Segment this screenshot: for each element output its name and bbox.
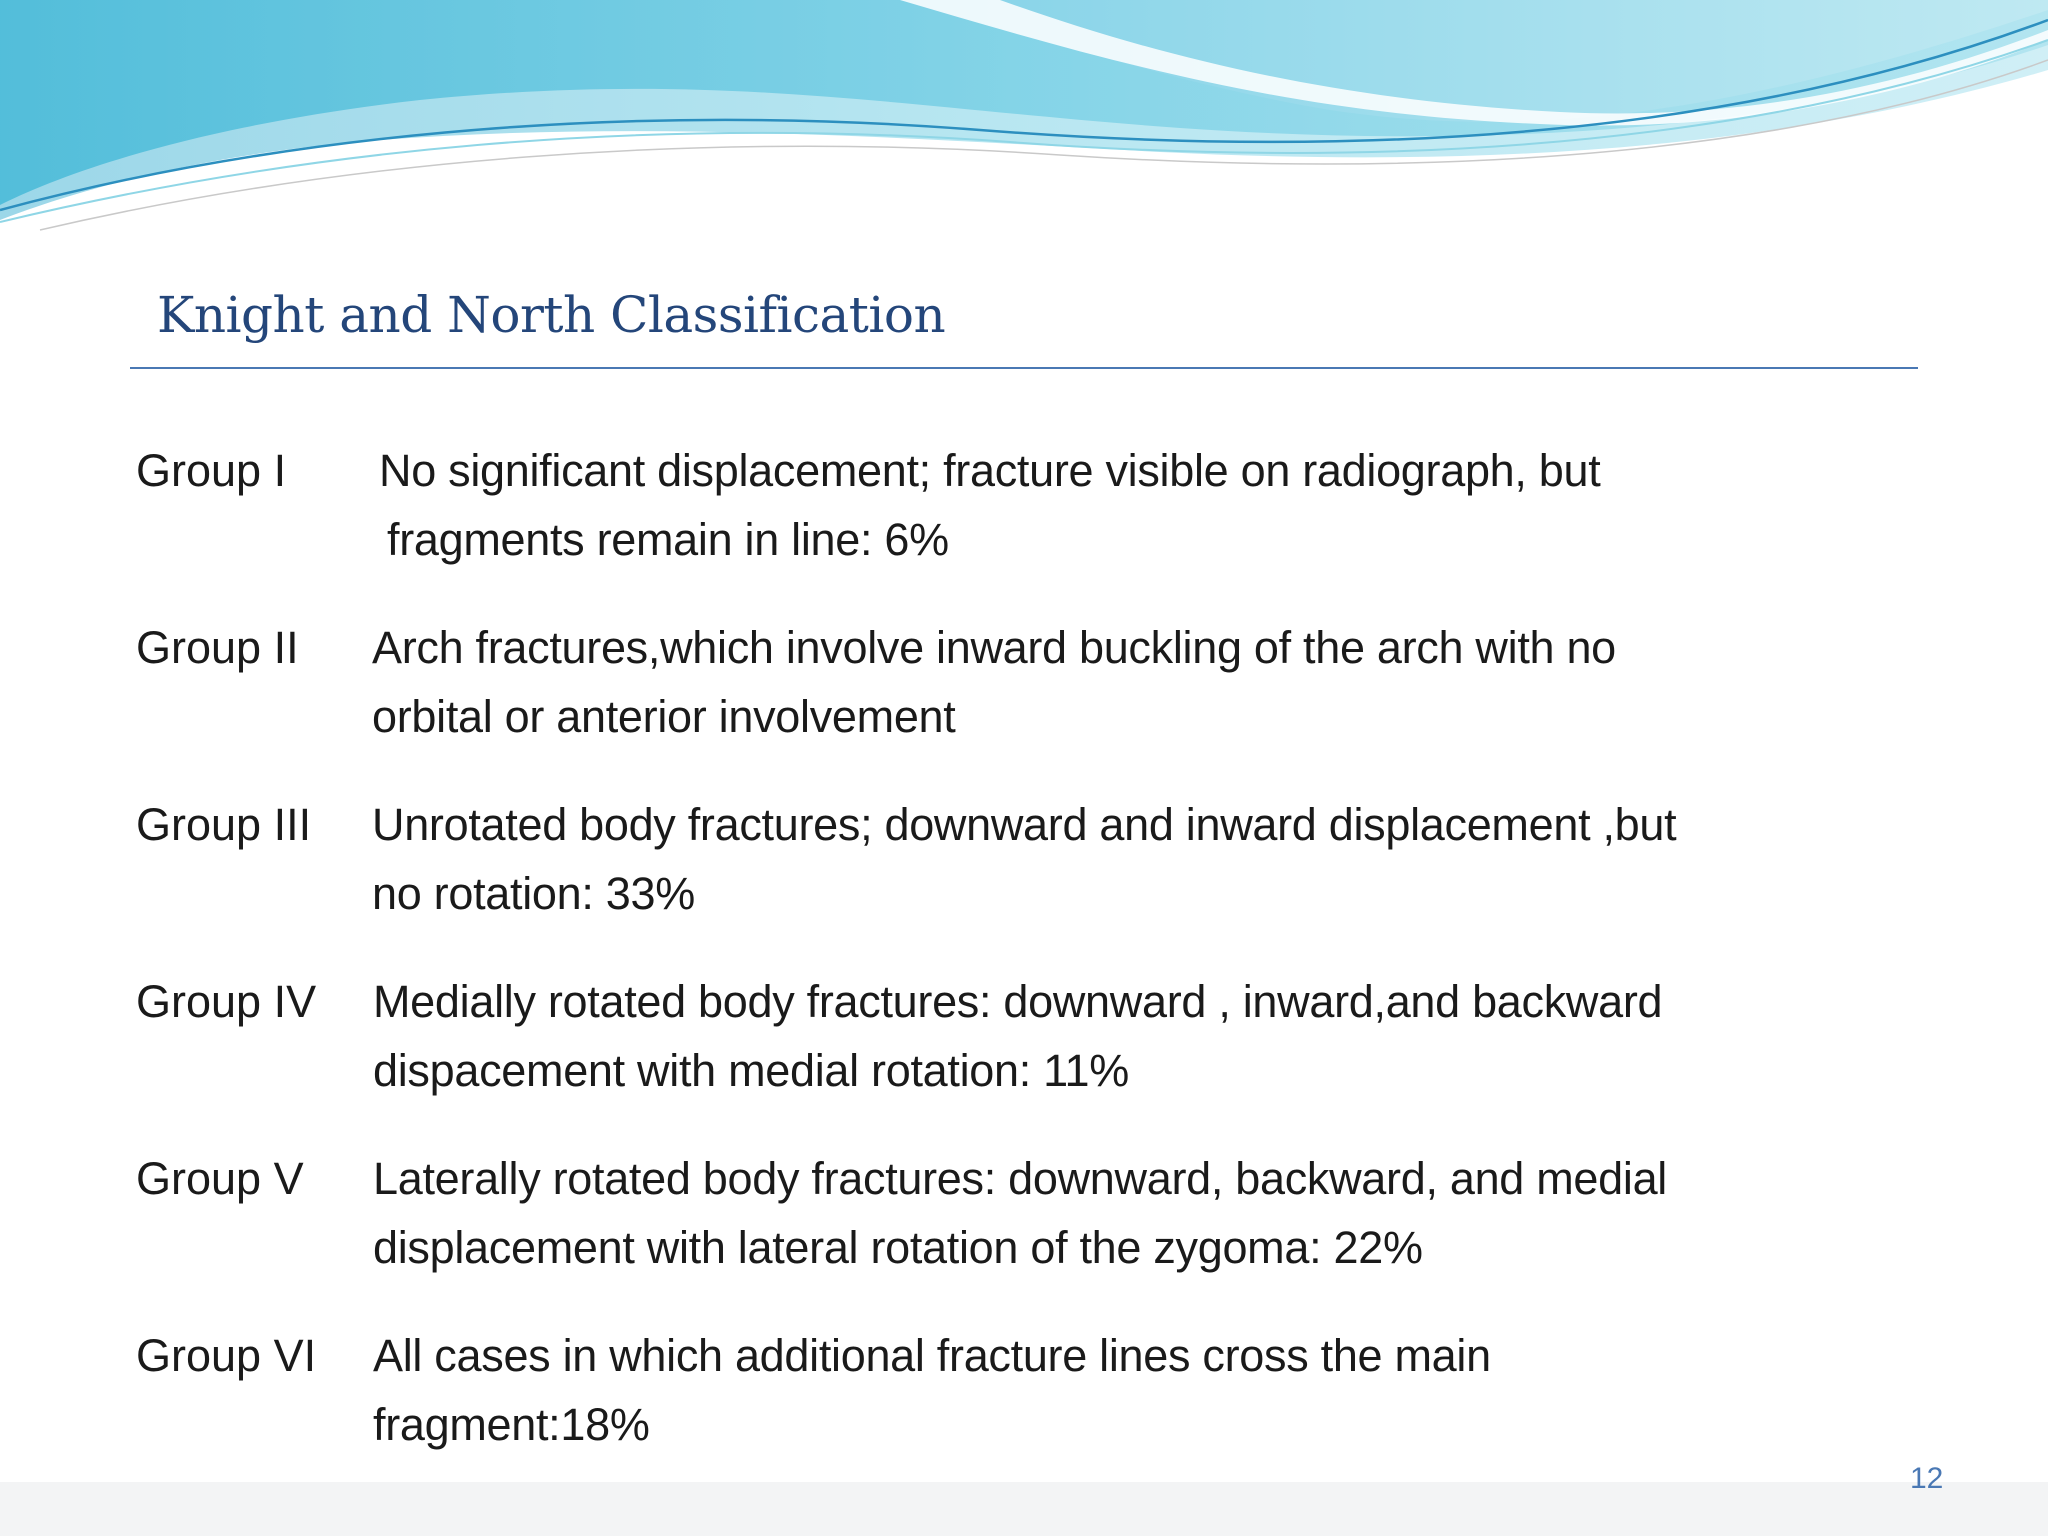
group-description-line: fragments remain in line: 6% (387, 514, 949, 565)
group-item-4 (136, 967, 1936, 1096)
group-description-line: fragment:18% (373, 1399, 650, 1450)
group-description-line: Unrotated body fractures; downward and inward displacement ,but (372, 799, 1677, 850)
group-description (372, 613, 1932, 751)
title-underline (130, 367, 1918, 369)
group-label: Group IV (136, 976, 317, 1027)
group-description-line: orbital or anterior involvement (372, 691, 956, 742)
group-label: Group V (136, 1153, 304, 1204)
group-description (373, 1321, 1933, 1459)
page-number: 12 (1910, 1462, 1944, 1495)
group-description (373, 967, 1933, 1105)
group-item-5 (136, 1144, 1936, 1273)
group-description (373, 1144, 1933, 1282)
group-item-1 (136, 436, 1936, 565)
header-wave-banner (0, 0, 2048, 240)
group-label: Group I (136, 445, 287, 496)
group-label: Group II (136, 622, 299, 673)
group-description (379, 436, 1939, 574)
group-description-line: displacement with lateral rotation of the zygoma: 22% (373, 1222, 1423, 1273)
group-item-2 (136, 613, 1936, 742)
group-description-line: no rotation: 33% (372, 868, 695, 919)
group-description-line: Medially rotated body fractures: downward , inward,and backward (373, 976, 1663, 1027)
footer-band (0, 1482, 2048, 1536)
group-label: Group VI (136, 1330, 317, 1381)
group-description-line: No significant displacement; fracture visible on radiograph, but (379, 445, 1601, 496)
classification-list (136, 436, 1936, 1498)
group-description-line: dispacement with medial rotation: 11% (373, 1045, 1129, 1096)
group-description (372, 790, 1932, 928)
group-item-3 (136, 790, 1936, 919)
group-description-line: Laterally rotated body fractures: downward, backward, and medial (373, 1153, 1667, 1204)
group-label: Group III (136, 799, 312, 850)
group-item-6 (136, 1321, 1936, 1450)
group-description-line: All cases in which additional fracture lines cross the main (373, 1330, 1491, 1381)
group-description-line: Arch fractures,which involve inward buckling of the arch with no (372, 622, 1616, 673)
slide-title: Knight and North Classification (157, 286, 946, 344)
